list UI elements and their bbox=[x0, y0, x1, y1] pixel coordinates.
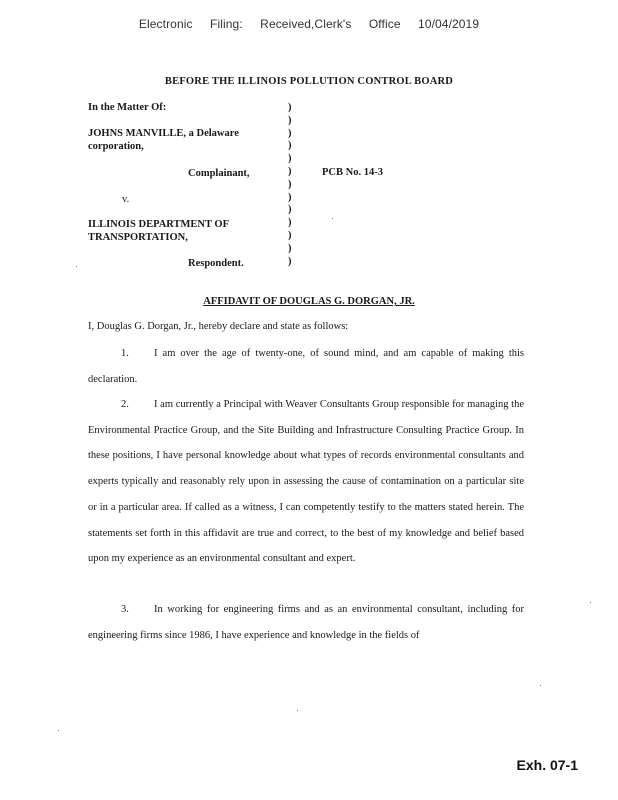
case-number: PCB No. 14-3 bbox=[322, 167, 383, 178]
complainant-name-line-1: JOHNS MANVILLE, a Delaware bbox=[88, 128, 239, 139]
scan-speck bbox=[540, 685, 541, 686]
stamp-date: 10/04/2019 bbox=[418, 17, 480, 31]
paren: ) bbox=[288, 140, 292, 152]
numbered-paragraph bbox=[88, 392, 524, 572]
affidavit-intro: I, Douglas G. Dorgan, Jr., hereby declare and state as follows: bbox=[88, 321, 349, 332]
numbered-paragraph bbox=[88, 597, 524, 648]
stamp-word: Electronic bbox=[138, 17, 193, 31]
paren: ) bbox=[288, 153, 292, 165]
paragraph-number: 1. bbox=[121, 348, 129, 359]
paren: ) bbox=[288, 178, 292, 190]
paren: ) bbox=[288, 102, 292, 113]
scan-speck bbox=[332, 218, 333, 219]
stamp-word: Filing: bbox=[210, 17, 243, 31]
paren: ) bbox=[288, 127, 292, 139]
respondent-name-line-1: ILLINOIS DEPARTMENT OF bbox=[88, 219, 230, 230]
paren: ) bbox=[288, 114, 292, 126]
numbered-paragraph bbox=[88, 341, 524, 392]
stamp-word: Office bbox=[368, 17, 401, 31]
affidavit-title: AFFIDAVIT OF DOUGLAS G. DORGAN, JR. bbox=[203, 296, 415, 307]
paren: ) bbox=[288, 204, 292, 216]
scan-speck bbox=[590, 602, 591, 603]
paragraph-text: In working for engineering firms and as an environmental consultant, including for engineering firms since 1986, I have experience and knowledge in the fields of bbox=[88, 604, 524, 641]
paren: ) bbox=[288, 229, 292, 241]
respondent-label: Respondent. bbox=[188, 258, 244, 269]
scan-speck bbox=[76, 266, 77, 267]
respondent-name-line-2: TRANSPORTATION, bbox=[88, 232, 188, 243]
paragraph-number: 2. bbox=[121, 399, 129, 410]
stamp-word: Received,Clerk's bbox=[260, 17, 352, 31]
filing-stamp bbox=[0, 17, 618, 31]
board-title: BEFORE THE ILLINOIS POLLUTION CONTROL BOARD bbox=[164, 76, 454, 87]
paragraph-text: I am over the age of twenty-one, of sound mind, and am capable of making this declaration. bbox=[88, 348, 524, 385]
paren: ) bbox=[288, 191, 292, 203]
caption-parentheses bbox=[288, 102, 292, 268]
scan-speck bbox=[58, 730, 59, 731]
scan-speck bbox=[297, 710, 298, 711]
paragraph-number: 3. bbox=[121, 604, 129, 615]
versus: v. bbox=[122, 194, 130, 205]
paren: ) bbox=[288, 165, 292, 177]
complainant-name-line-2: corporation, bbox=[88, 141, 144, 152]
complainant-label: Complainant, bbox=[188, 168, 250, 179]
paragraph-text: I am currently a Principal with Weaver Consultants Group responsible for managing the Environmental Practice Group, and the Site Building and Infrastructure Consulting Practice Group. In these positions, I have personal knowledge about what types of records environmental consultants and experts typically and reasonably rely upon in assessing the cause of contamination on a particular site or in a particular area. If called as a witness, I can competently testify to the matters stated herein. The statements set forth in this affidavit are true and correct, to the best of my knowledge and belief based upon my experience as an environmental consultant and expert. bbox=[88, 399, 524, 565]
paren: ) bbox=[288, 242, 292, 254]
exhibit-label: Exh. 07-1 bbox=[516, 757, 578, 773]
paren: ) bbox=[288, 255, 292, 267]
in-the-matter: In the Matter Of: bbox=[88, 102, 167, 113]
paren: ) bbox=[288, 217, 292, 229]
